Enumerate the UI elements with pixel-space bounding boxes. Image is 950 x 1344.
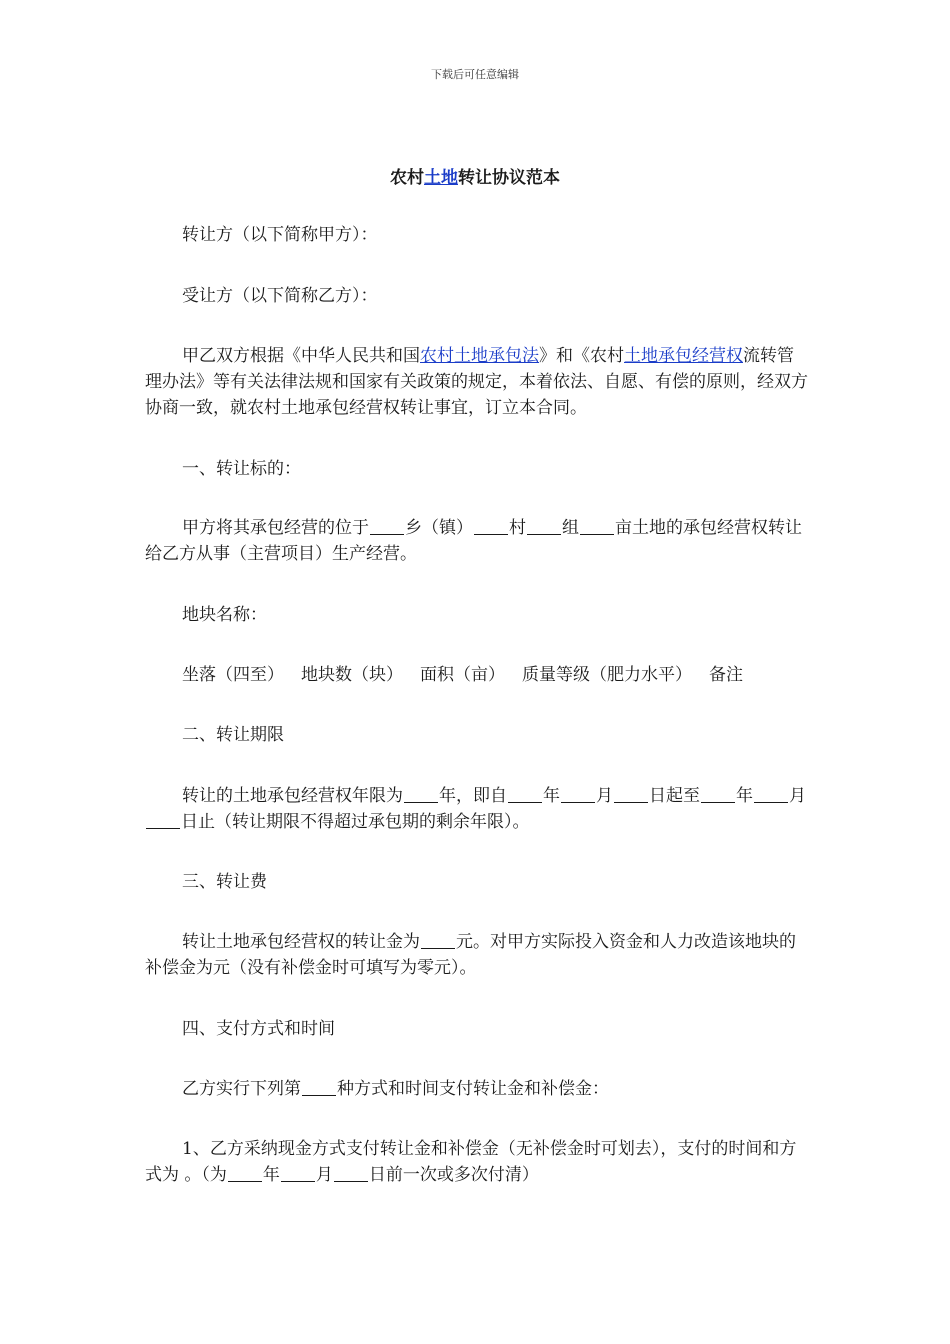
section-4-text bbox=[145, 1076, 810, 1102]
blank-pay-day[interactable] bbox=[334, 1163, 368, 1182]
s1-text-e: 亩土地的承包经营权转让给乙方从事（主营项目）生产经营。 bbox=[145, 518, 802, 564]
s2-text-h: 日止（转让期限不得超过承包期的剩余年限）。 bbox=[181, 812, 530, 832]
blank-start-day[interactable] bbox=[614, 784, 648, 803]
title-suffix: 转让协议范本 bbox=[458, 168, 560, 188]
blank-end-day[interactable] bbox=[146, 810, 180, 829]
blank-pay-year[interactable] bbox=[228, 1163, 262, 1182]
section-1-text bbox=[145, 515, 810, 567]
s2-text-e: 日起至 bbox=[649, 786, 700, 806]
header-note: 下载后可任意编辑 bbox=[431, 68, 519, 81]
blank-end-month[interactable] bbox=[754, 784, 788, 803]
blank-years[interactable] bbox=[404, 784, 438, 803]
s1-text-b: 乡（镇） bbox=[405, 518, 473, 538]
plot-columns bbox=[145, 662, 810, 688]
plot-col-area: 面积（亩） bbox=[420, 665, 505, 685]
s1-text-c: 村 bbox=[509, 518, 526, 538]
intro-text-2: 》和《农村 bbox=[539, 346, 624, 366]
law-link-2[interactable]: 土地承包经营权 bbox=[624, 346, 743, 366]
document-title bbox=[0, 163, 950, 188]
section-2-text bbox=[145, 783, 810, 835]
title-prefix: 农村 bbox=[390, 168, 424, 188]
blank-township[interactable] bbox=[370, 516, 404, 535]
plot-col-location: 坐落（四至） bbox=[182, 665, 284, 685]
plot-col-quality: 质量等级（肥力水平） bbox=[522, 665, 692, 685]
s2-text-g: 月 bbox=[789, 786, 806, 806]
blank-start-month[interactable] bbox=[561, 784, 595, 803]
s2-text-c: 年 bbox=[543, 786, 560, 806]
s2-text-d: 月 bbox=[596, 786, 613, 806]
blank-area[interactable] bbox=[580, 516, 614, 535]
item1-text-c: 月 bbox=[315, 1165, 333, 1185]
item1-text-a: 1、乙方采纳现金方式支付转让金和补偿金（无补偿金时可划去），支付的时间和方式为 。（为 bbox=[145, 1139, 797, 1185]
section-3-heading: 三、转让费 bbox=[182, 872, 267, 892]
party-a-line: 转让方（以下简称甲方）： bbox=[182, 225, 378, 245]
s2-text-a: 转让的土地承包经营权年限为 bbox=[182, 786, 403, 806]
s2-text-f: 年 bbox=[736, 786, 753, 806]
party-b-line: 受让方（以下简称乙方）： bbox=[182, 286, 378, 306]
section-1-heading: 一、转让标的： bbox=[182, 459, 301, 479]
section-3-text bbox=[145, 929, 810, 981]
s3-text-a: 转让土地承包经营权的转让金为 bbox=[182, 932, 420, 952]
section-2-heading: 二、转让期限 bbox=[182, 725, 284, 745]
blank-method-number[interactable] bbox=[302, 1077, 336, 1096]
section-4-heading: 四、支付方式和时间 bbox=[182, 1019, 335, 1039]
intro-text-1: 甲乙双方根据《中华人民共和国 bbox=[182, 346, 420, 366]
payment-item-1 bbox=[145, 1136, 810, 1188]
s1-text-a: 甲方将其承包经营的位于 bbox=[182, 518, 369, 538]
plot-col-count: 地块数（块） bbox=[301, 665, 403, 685]
plot-col-remarks: 备注 bbox=[709, 665, 743, 685]
blank-transfer-fee[interactable] bbox=[421, 930, 455, 949]
plot-name-label: 地块名称： bbox=[182, 605, 267, 625]
blank-group[interactable] bbox=[527, 516, 561, 535]
intro-text-3: 流转管理办法》等有关法律法规和国家有关政策的规定，本着依法、自愿、有偿的原则，经双方协商一致，就农村土地承包经营权转让事宜，订立本合同。 bbox=[145, 346, 808, 418]
blank-start-year[interactable] bbox=[508, 784, 542, 803]
blank-pay-month[interactable] bbox=[281, 1163, 315, 1182]
title-link[interactable]: 土地 bbox=[424, 168, 458, 188]
item1-text-d: 日前一次或多次付清） bbox=[368, 1165, 539, 1185]
blank-village[interactable] bbox=[474, 516, 508, 535]
intro-paragraph bbox=[145, 343, 810, 421]
item1-text-b: 年 bbox=[262, 1165, 280, 1185]
s3-text-b: 元。对甲方实际投入资金和人力改造该地块的补偿金为元（没有补偿金时可填写为零元）。 bbox=[145, 932, 796, 978]
s1-text-d: 组 bbox=[562, 518, 579, 538]
s2-text-b: 年，即自 bbox=[439, 786, 507, 806]
blank-end-year[interactable] bbox=[701, 784, 735, 803]
law-link-1[interactable]: 农村土地承包法 bbox=[420, 346, 539, 366]
s4-text-b: 种方式和时间支付转让金和补偿金： bbox=[337, 1079, 609, 1099]
s4-text-a: 乙方实行下列第 bbox=[182, 1079, 301, 1099]
